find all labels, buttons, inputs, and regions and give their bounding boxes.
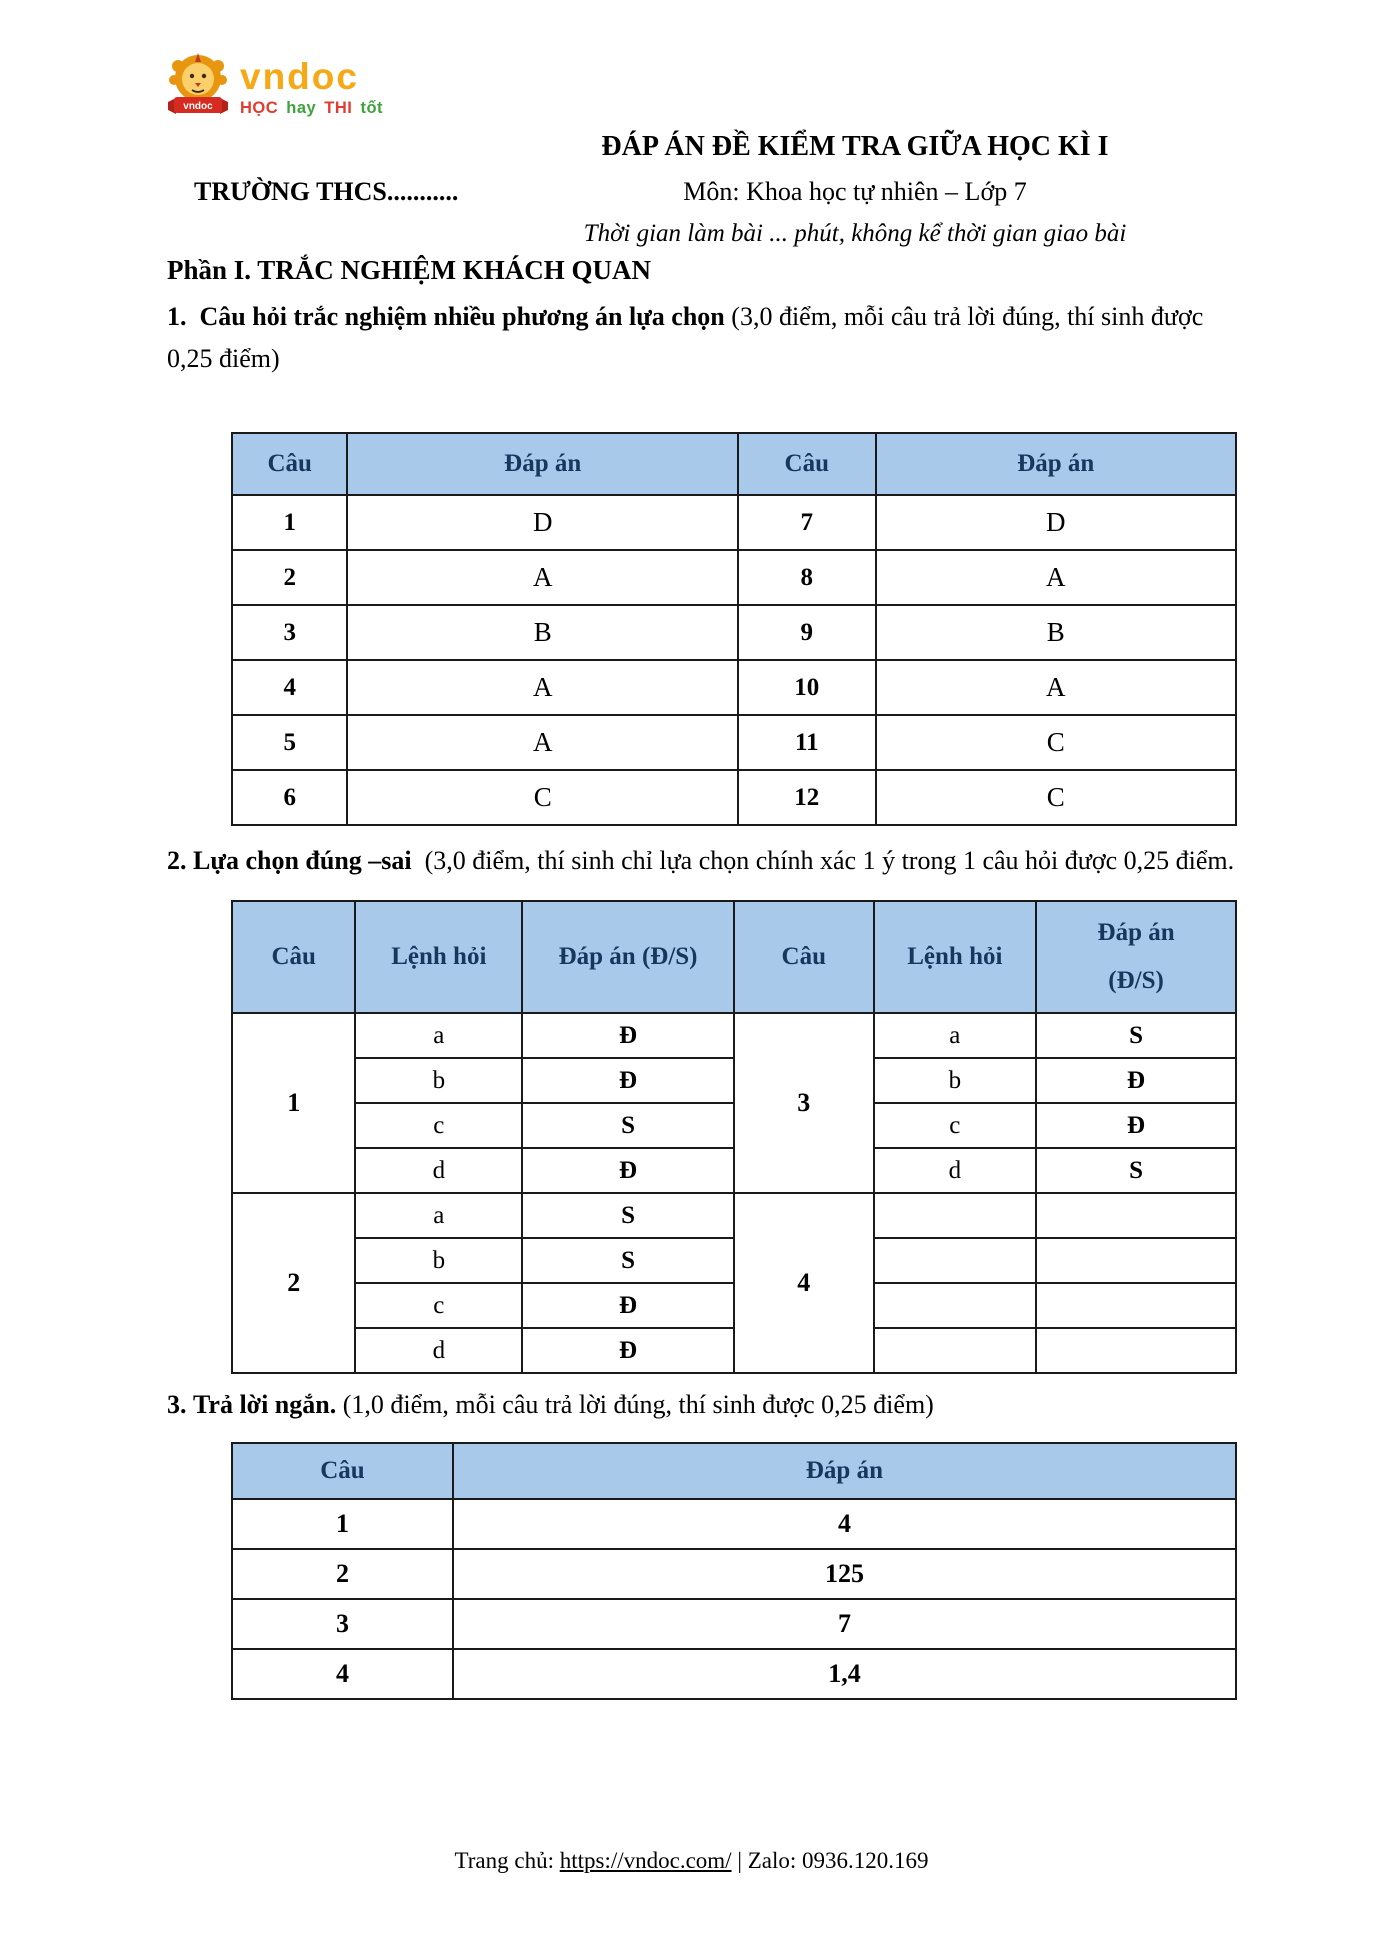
col-header-dapan: Đáp án [453, 1443, 1236, 1499]
subquestion-label: c [874, 1103, 1037, 1148]
tagline-word-tot: tốt [360, 99, 384, 117]
answer-value: C [876, 715, 1236, 770]
footer-zalo: Zalo: 0936.120.169 [747, 1848, 929, 1873]
table-row [232, 605, 1236, 660]
section2-note: (3,0 điểm, thí sinh chỉ lựa chọn chính xác 1 ý trong 1 câu hỏi được 0,25 điểm. [424, 846, 1235, 875]
school-name: TRƯỜNG THCS........... [194, 177, 459, 206]
question-number: 5 [232, 715, 347, 770]
answer-value: S [522, 1238, 734, 1283]
subquestion-label [874, 1238, 1037, 1283]
answer-value: S [522, 1193, 734, 1238]
tagline-word-hoc: HỌC [240, 99, 279, 117]
vndoc-mascot-icon [162, 52, 234, 124]
question-number: 4 [734, 1193, 874, 1373]
subquestion-label: c [355, 1283, 522, 1328]
answer-value: Đ [522, 1283, 734, 1328]
question-number: 2 [232, 550, 347, 605]
answer-value: A [347, 715, 738, 770]
col-header-cau: Câu [232, 1443, 453, 1499]
logo-ribbon-text: vndoc [183, 101, 213, 112]
answer-value: Đ [522, 1148, 734, 1193]
homepage-link[interactable]: https://vndoc.com/ [559, 1848, 732, 1873]
col-header-cau: Câu [738, 433, 876, 495]
col-header-dapan: Đáp án [347, 433, 738, 495]
answer-value: Đ [1036, 1103, 1236, 1148]
question-number: 10 [738, 660, 876, 715]
section1-intro [167, 296, 1247, 380]
answer-value: 125 [453, 1549, 1236, 1599]
col-header-dapan-ds: Đáp án (Đ/S) [522, 901, 734, 1013]
col-header-dapan: Đáp án [876, 433, 1236, 495]
subquestion-label [874, 1283, 1037, 1328]
subquestion-label: b [874, 1058, 1037, 1103]
subquestion-label: a [355, 1193, 522, 1238]
subquestion-label: b [355, 1058, 522, 1103]
answer-value: B [876, 605, 1236, 660]
section3-note: (1,0 điểm, mỗi câu trả lời đúng, thí sinh được 0,25 điểm) [342, 1390, 934, 1419]
brand-wordmark: vndoc [240, 56, 359, 97]
answer-value [1036, 1238, 1236, 1283]
answer-value [1036, 1193, 1236, 1238]
table-row [232, 660, 1236, 715]
document-title: ĐÁP ÁN ĐỀ KIỂM TRA GIỮA HỌC KÌ I [601, 131, 1109, 162]
table-row [232, 1599, 1236, 1649]
table-row [232, 715, 1236, 770]
answer-value: 4 [453, 1499, 1236, 1549]
subquestion-label: a [355, 1013, 522, 1058]
table-row [232, 1499, 1236, 1549]
question-number: 2 [232, 1193, 355, 1373]
question-number: 7 [738, 495, 876, 550]
question-number: 8 [738, 550, 876, 605]
header-line1: Đáp án [1097, 919, 1175, 946]
answer-value [1036, 1283, 1236, 1328]
question-number: 1 [232, 1499, 453, 1549]
col-header-cau: Câu [734, 901, 874, 1013]
answer-value: D [347, 495, 738, 550]
answer-value: Đ [522, 1058, 734, 1103]
section2-intro [167, 840, 1247, 882]
answer-value: C [876, 770, 1236, 825]
subquestion-label: b [355, 1238, 522, 1283]
question-number: 3 [232, 605, 347, 660]
col-header-lenhhoi: Lệnh hỏi [874, 901, 1037, 1013]
subquestion-label: d [874, 1148, 1037, 1193]
question-number: 4 [232, 1649, 453, 1699]
col-header-cau: Câu [232, 433, 347, 495]
answer-value: 7 [453, 1599, 1236, 1649]
answer-value: 1,4 [453, 1649, 1236, 1699]
table-header-row [232, 433, 1236, 495]
table-header-row [232, 1443, 1236, 1499]
question-number: 1 [232, 495, 347, 550]
section1-number: 1. [167, 302, 187, 331]
subquestion-label: d [355, 1148, 522, 1193]
col-header-dapan-ds [1036, 901, 1236, 1013]
table-row [232, 1013, 1236, 1058]
subquestion-label: d [355, 1328, 522, 1373]
logo-text-block [240, 58, 386, 117]
question-number: 12 [738, 770, 876, 825]
answer-value: Đ [1036, 1058, 1236, 1103]
answer-value: C [347, 770, 738, 825]
answer-value: B [347, 605, 738, 660]
multiple-choice-answer-table [231, 432, 1237, 826]
col-header-cau: Câu [232, 901, 355, 1013]
question-number: 9 [738, 605, 876, 660]
tagline-word-thi: THI [324, 99, 353, 117]
header-line2: (Đ/S) [1108, 967, 1164, 994]
question-number: 4 [232, 660, 347, 715]
vndoc-logo [162, 52, 386, 124]
answer-value: S [1036, 1148, 1236, 1193]
section2-title: Lựa chọn đúng –sai [193, 846, 412, 875]
question-number: 6 [232, 770, 347, 825]
table-row [232, 770, 1236, 825]
question-number: 3 [734, 1013, 874, 1193]
subquestion-label: c [355, 1103, 522, 1148]
subject-line: Môn: Khoa học tự nhiên – Lớp 7 [683, 177, 1027, 206]
question-number: 1 [232, 1013, 355, 1193]
short-answer-table [231, 1442, 1237, 1700]
answer-value: A [347, 660, 738, 715]
table-row [232, 1549, 1236, 1599]
answer-value: S [1036, 1013, 1236, 1058]
answer-value: S [522, 1103, 734, 1148]
section2-number: 2. [167, 846, 187, 875]
footer-prefix: Trang chủ: [454, 1848, 560, 1873]
subquestion-label [874, 1328, 1037, 1373]
tagline-word-hay: hay [286, 99, 317, 117]
logo-tagline [240, 100, 386, 117]
page-footer [0, 1848, 1383, 1874]
document-body [167, 255, 1247, 1700]
answer-value: D [876, 495, 1236, 550]
table-row [232, 1649, 1236, 1699]
answer-value [1036, 1328, 1236, 1373]
section1-title: Câu hỏi trắc nghiệm nhiều phương án lựa chọn [199, 302, 725, 331]
question-number: 3 [232, 1599, 453, 1649]
answer-value: Đ [522, 1013, 734, 1058]
subquestion-label [874, 1193, 1037, 1238]
table-row [232, 1193, 1236, 1238]
question-number: 11 [738, 715, 876, 770]
part1-heading: Phần I. TRẮC NGHIỆM KHÁCH QUAN [167, 255, 652, 285]
table-row [232, 550, 1236, 605]
answer-value: A [347, 550, 738, 605]
time-note: Thời gian làm bài ... phút, không kể thời gian giao bài [583, 220, 1127, 247]
table-row [232, 495, 1236, 550]
table-header-row [232, 901, 1236, 1013]
true-false-answer-table [231, 900, 1237, 1374]
section3-intro [167, 1384, 1247, 1426]
footer-separator: | [731, 1848, 748, 1873]
answer-value: A [876, 660, 1236, 715]
col-header-lenhhoi: Lệnh hỏi [355, 901, 522, 1013]
section3-number: 3. [167, 1390, 187, 1419]
section1-note: (3,0 điểm, mỗi câu trả lời đúng, thí sinh được 0,25 điểm) [167, 302, 1204, 373]
question-number: 2 [232, 1549, 453, 1599]
subquestion-label: a [874, 1013, 1037, 1058]
answer-value: A [876, 550, 1236, 605]
answer-value: Đ [522, 1328, 734, 1373]
section3-title: Trả lời ngắn. [193, 1390, 337, 1419]
